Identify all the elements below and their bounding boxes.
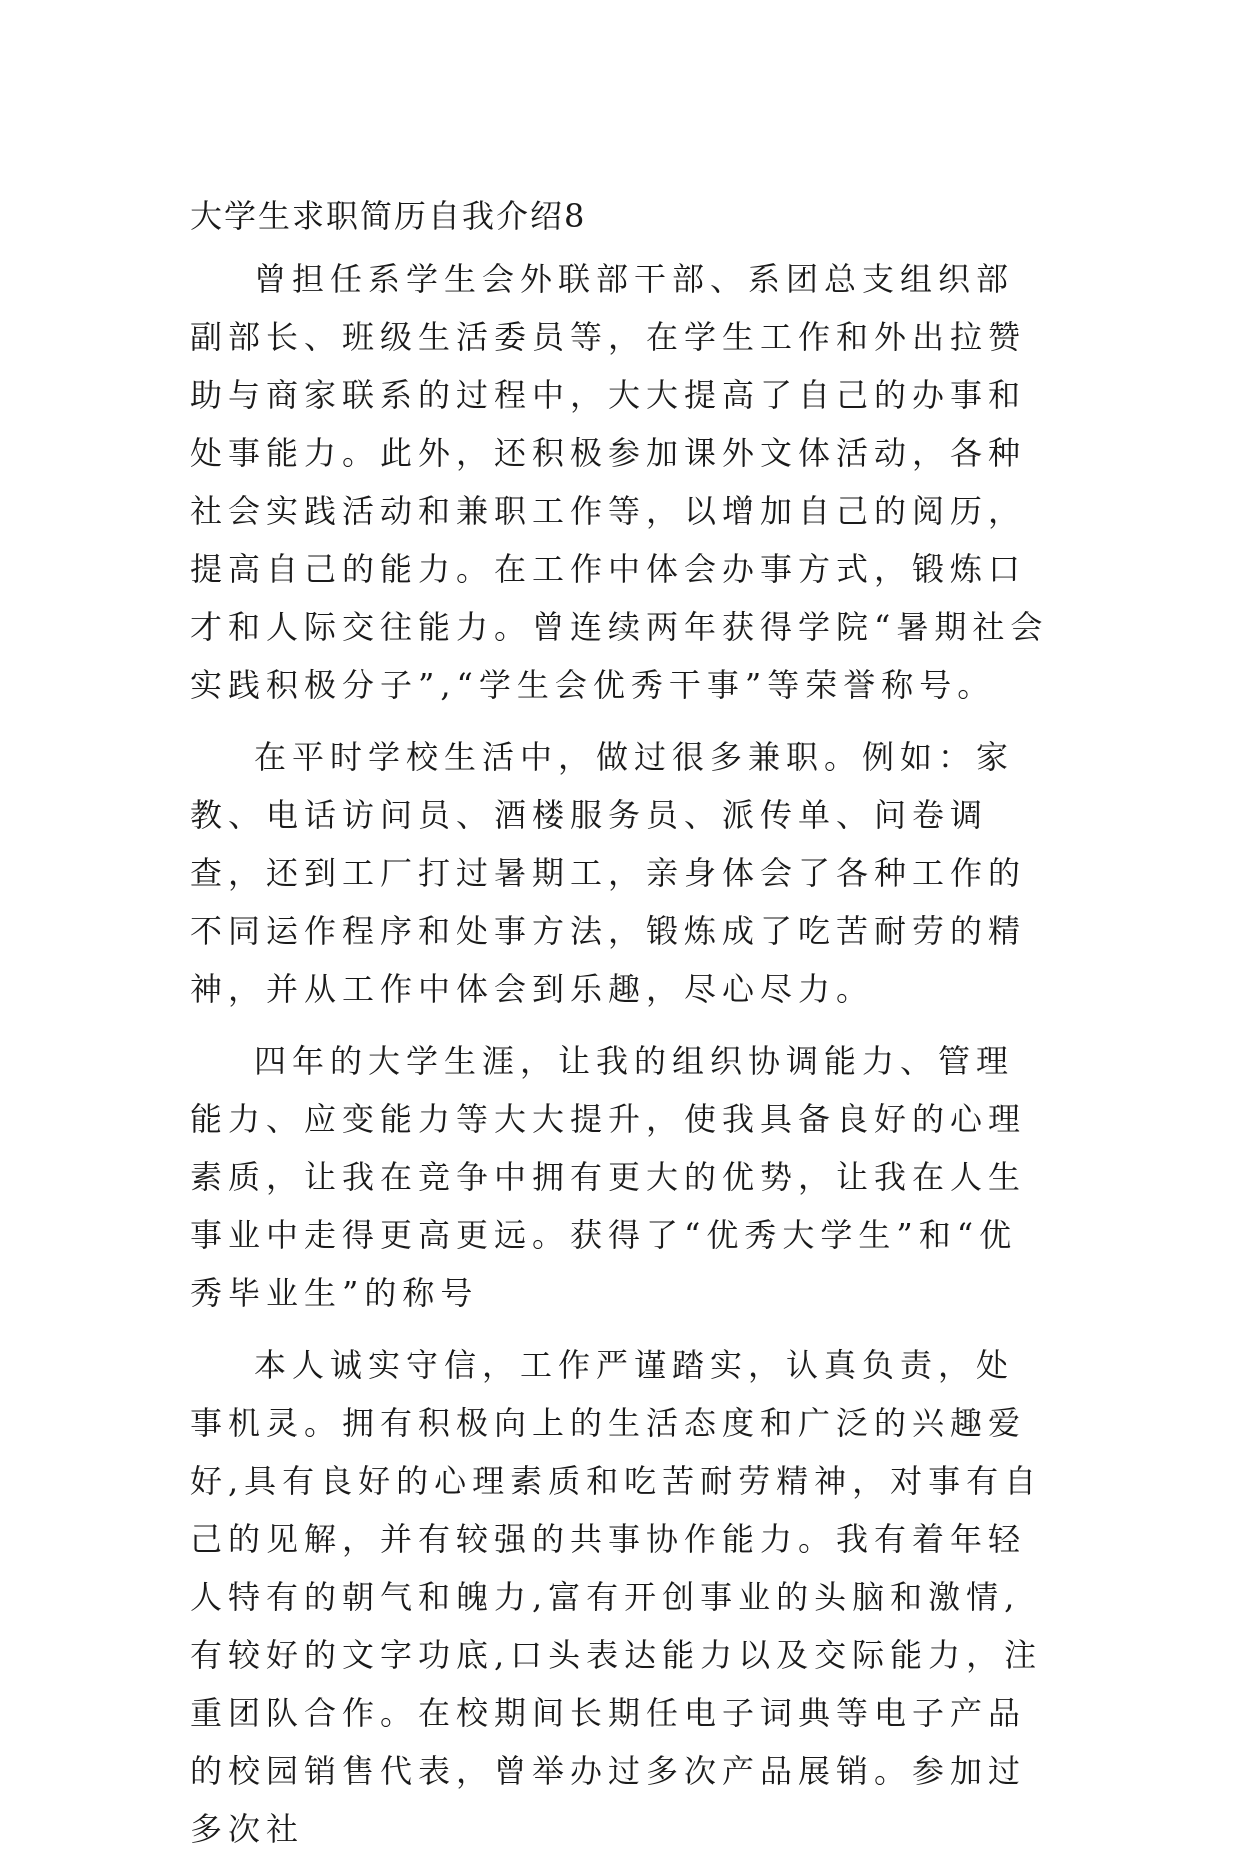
document-body: [190, 196, 1050, 1872]
paragraph-part-time-jobs: 在平时学校生活中，做过很多兼职。例如：家教、电话访问员、酒楼服务员、派传单、问卷调查，还到工厂打过暑期工，亲身体会了各种工作的不同运作程序和处事方法，锻炼成了吃苦耐劳的精神，并从工作中体会到乐趣，尽心尽力。: [190, 738, 1027, 1008]
paragraph-student-union: 曾担任系学生会外联部干部、系团总支组织部副部长、班级生活委员等，在学生工作和外出拉赞助与商家联系的过程中，大大提高了自己的办事和处事能力。此外，还积极参加课外文体活动，各种社会实践活动和兼职工作等，以增加自己的阅历，提高自己的能力。在工作中体会办事方式，锻炼口才和人际交往能力。曾连续两年获得学院“暑期社会实践积极分子”,“学生会优秀干事”等荣誉称号。: [190, 260, 1049, 704]
document-title: 大学生求职简历自我介绍8: [190, 197, 587, 235]
paragraph-personal-qualities: 本人诚实守信，工作严谨踏实，认真负责，处事机灵。拥有积极向上的生活态度和广泛的兴趣爱好,具有良好的心理素质和吃苦耐劳精神，对事有自己的见解，并有较强的共事协作能力。我有着年轻人特有的朝气和魄力,富有开创事业的头脑和激情,有较好的文字功底,口头表达能力以及交际能力，注重团队合作。在校期间长期任电子词典等电子产品的校园销售代表，曾举办过多次产品展销。参加过多次社: [190, 1346, 1043, 1848]
paragraph-university-years: 四年的大学生涯，让我的组织协调能力、管理能力、应变能力等大大提升，使我具备良好的心理素质，让我在竞争中拥有更大的优势，让我在人生事业中走得更高更远。获得了“优秀大学生”和“优秀毕业生”的称号: [190, 1042, 1027, 1312]
